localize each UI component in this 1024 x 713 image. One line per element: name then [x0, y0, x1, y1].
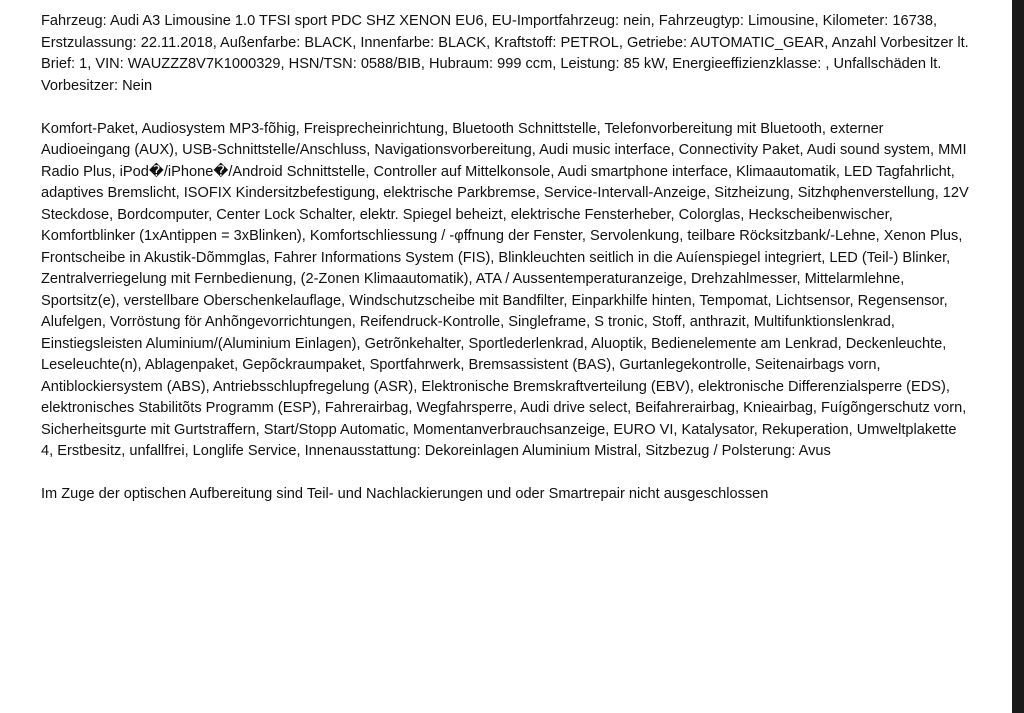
equipment-list-paragraph: Komfort-Paket, Audiosystem MP3-fõhig, Freisprecheinrichtung, Bluetooth Schnittstelle, Telefonvorbereitung mit Bluetooth, externer Audioeingang (AUX), USB-Schnittstelle/Anschluss, Navigationsvorbereitung, Audi music interface, Connectivity Paket, Audi sound system, MMI Radio Plus, iPod�/iPhone�/Android Schnittstelle, Controller auf Mittelkonsole, Audi smartphone interface, Klimaautomatik, LED Tagfahrlicht, adaptives Bremslicht, ISOFIX Kindersitzbefestigung, elektrische Parkbremse, Service-Intervall-Anzeige, Sitzheizung, Sitzhφhenverstellung, 12V Steckdose, Bordcomputer, Center Lock Schalter, elektr. Spiegel beheizt, elektrische Fensterheber, Colorglas, Heckscheibenwischer, Komfortblinker (1xAntippen = 3xBlinken), Komfortschliessung / -φffnung der Fenster, Servolenkung, teilbare Röcksitzbank/-Lehne, Xenon Plus, Frontscheibe in Akustik-Dõmmglas, Fahrer Informations System (FIS), Blinkleuchten seitlich in die Auíenspiegel integriert, LED (Teil-) Blinker, Zentralverriegelung mit Fernbedienung, (2-Zonen Klimaautomatik), ATA / Aussentemperaturanzeige, Drehzahlmesser, Mittelarmlehne, Sportsitz(e), verstellbare Oberschenkelauflage, Windschutzscheibe mit Bandfilter, Einparkhilfe hinten, Tempomat, Lichtsensor, Regensensor, Alufelgen, Vorröstung för Anhõngevorrichtungen, Reifendruck-Kontrolle, Singleframe, S tronic, Stoff, anthrazit, Multifunktionslenkrad, Einstiegsleisten Aluminium/(Aluminium Einlagen), Getrõnkehalter, Sportlederlenkrad, Aluoptik, Bedienelemente am Lenkrad, Deckenleuchte, Leseleuchte(n), Ablagenpaket, Gepõckraumpaket, Sportfahrwerk, Bremsassistent (BAS), Gurtanlegekontrolle, Seitenairbags vorn, Antiblockiersystem (ABS), Antriebsschlupfregelung (ASR), Elektronische Bremskraftverteilung (EBV), elektronische Differenzialsperre (EDS), elektronisches Stabilitõts Programm (ESP), Fahrerairbag, Wegfahrsperre, Audi drive select, Beifahrerairbag, Knieairbag, Fuígõngerschutz vorn, Sicherheitsgurte mit Gurtstraffern, Start/Stopp Automatic, Momentanverbrauchsanzeige, EURO VI, Katalysator, Rekuperation, Umweltplakette 4, Erstbesitz, unfallfrei, Longlife Service, Innenausstattung: Dekoreinlagen Aluminium Mistral, Sitzbezug / Polsterung: Avus — [41, 120, 969, 459]
vehicle-details-paragraph: Fahrzeug: Audi A3 Limousine 1.0 TFSI sport PDC SHZ XENON EU6, EU-Importfahrzeug: nein, Fahrzeugtyp: Limousine, Kilometer: 16738, Erstzulassung: 22.11.2018, Außenfarbe: BLACK, Innenfarbe: BLACK, Kraftstoff: PETROL, Getriebe: AUTOMATIC_GEAR, Anzahl Vorbesitzer lt. Brief: 1, VIN: WAUZZZ8V7K1000329, HSN/TSN: 0588/BIB, Hubraum: 999 ccm, Leistung: 85 kW, Energieeffizienzklasse: , Unfallschäden lt. Vorbesitzer: Nein — [41, 13, 969, 94]
listing-description — [41, 11, 971, 506]
disclaimer-paragraph: Im Zuge der optischen Aufbereitung sind Teil- und Nachlackierungen und oder Smartrepair nicht ausgeschlossen — [41, 486, 769, 502]
window-edge-divider — [1012, 0, 1024, 713]
